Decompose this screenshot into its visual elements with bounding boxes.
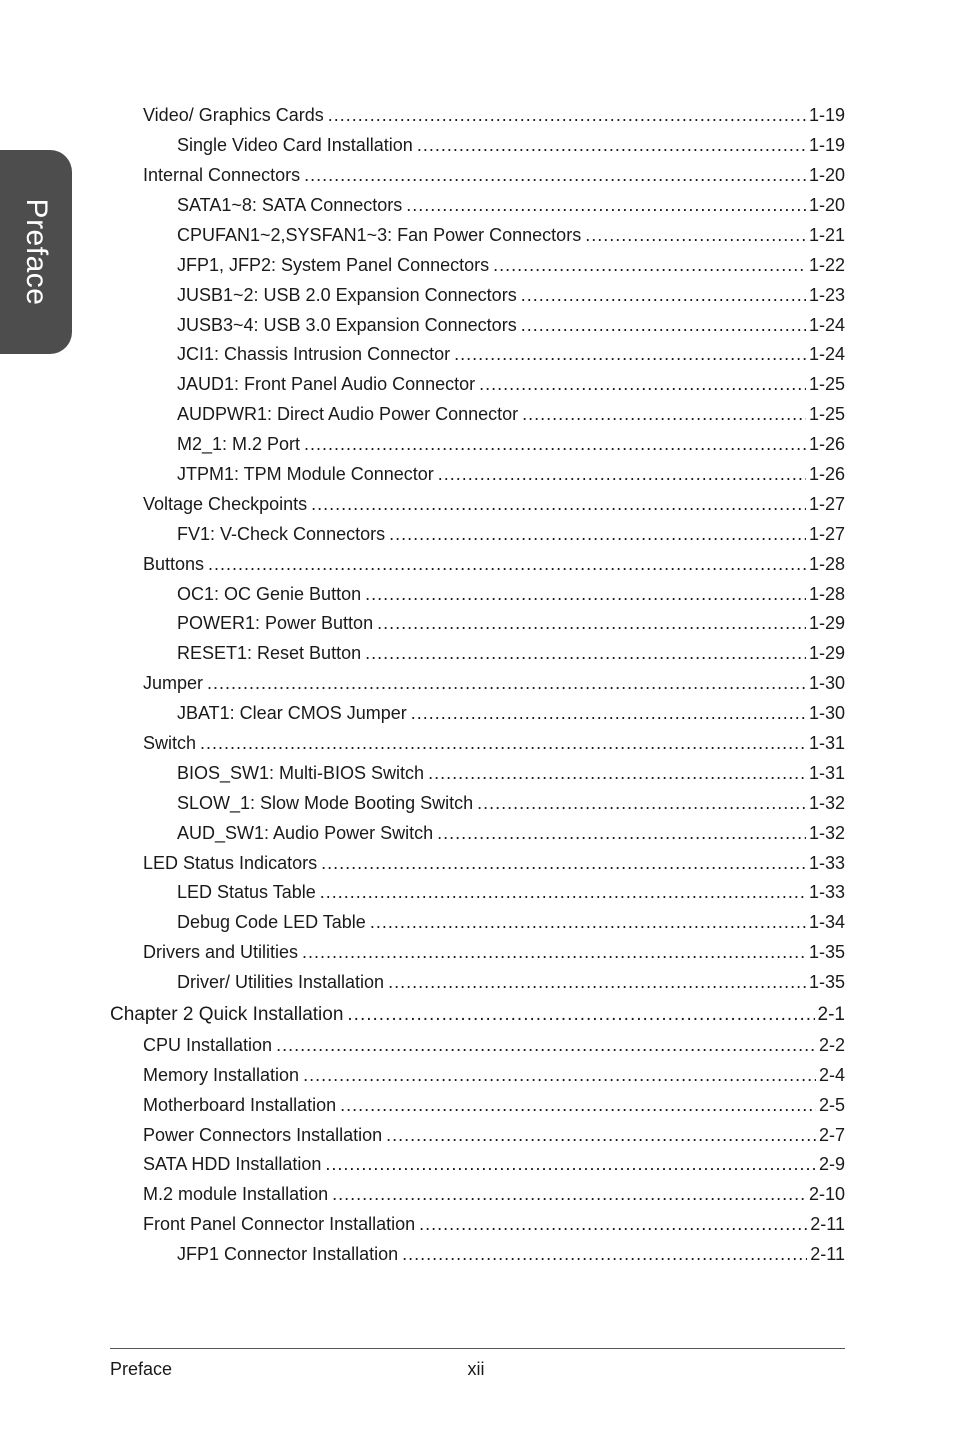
toc-entry[interactable] [177, 641, 845, 665]
toc-entry[interactable] [177, 283, 845, 307]
toc-entry[interactable] [143, 1033, 845, 1057]
toc-entry[interactable] [143, 163, 845, 187]
toc-entry[interactable] [143, 671, 845, 695]
toc-entry[interactable] [143, 940, 845, 964]
toc-entry-page: 2-4 [818, 1065, 845, 1085]
toc-entry[interactable] [143, 492, 845, 516]
toc-leader-dots [417, 133, 806, 157]
toc-leader-dots [304, 163, 806, 187]
toc-entry[interactable] [177, 970, 845, 994]
toc-leader-dots [521, 283, 806, 307]
toc-leader-dots [377, 611, 806, 635]
toc-entry-page: 1-19 [808, 135, 845, 155]
toc-leader-dots [521, 313, 806, 337]
side-tab-label: Preface [20, 198, 53, 306]
toc-entry-title: AUDPWR1: Direct Audio Power Connector [177, 404, 519, 424]
toc-leader-dots [328, 103, 806, 127]
toc-entry-title: Jumper [143, 673, 204, 693]
toc-leader-dots [437, 821, 806, 845]
toc-entry-title: Front Panel Connector Installation [143, 1214, 416, 1234]
toc-entry-page: 1-26 [808, 464, 845, 484]
toc-leader-dots [320, 880, 806, 904]
toc-leader-dots [522, 402, 806, 426]
toc-entry-title: M.2 module Installation [143, 1184, 329, 1204]
toc-leader-dots [208, 552, 806, 576]
toc-entry-title: Single Video Card Installation [177, 135, 413, 155]
toc-entry-page: 1-25 [808, 374, 845, 394]
toc-entry[interactable] [177, 462, 845, 486]
toc-entry-title: LED Status Indicators [143, 853, 318, 873]
toc-entry-title: Motherboard Installation [143, 1095, 337, 1115]
toc-entry-title: JFP1, JFP2: System Panel Connectors [177, 255, 490, 275]
toc-entry-title: POWER1: Power Button [177, 613, 374, 633]
toc-entry-page: 1-19 [808, 105, 845, 125]
toc-entry-title: JFP1 Connector Installation [177, 1244, 399, 1264]
footer-page-number: xii [467, 1359, 485, 1379]
toc-leader-dots [340, 1093, 816, 1117]
toc-entry-title: Switch [143, 733, 197, 753]
toc-entry[interactable] [177, 910, 845, 934]
toc-entry-title: Power Connectors Installation [143, 1125, 383, 1145]
toc-leader-dots [365, 582, 806, 606]
toc-entry-title: Drivers and Utilities [143, 942, 299, 962]
toc-entry-title: CPU Installation [143, 1035, 273, 1055]
toc-leader-dots [200, 731, 806, 755]
toc-entry-page: 1-31 [808, 763, 845, 783]
toc-leader-dots [302, 940, 806, 964]
toc-entry-page: 1-20 [808, 195, 845, 215]
toc-entry[interactable] [177, 342, 845, 366]
toc-entry[interactable] [177, 701, 845, 725]
footer-section-label: Preface [110, 1359, 173, 1379]
toc-entry-page: 1-33 [808, 882, 845, 902]
toc-entry-page: 1-27 [808, 524, 845, 544]
toc-leader-dots [311, 492, 806, 516]
toc-entry[interactable] [143, 851, 845, 875]
toc-entry-title: BIOS_SW1: Multi-BIOS Switch [177, 763, 425, 783]
toc-entry-page: 1-20 [808, 165, 845, 185]
toc-entry-page: 1-23 [808, 285, 845, 305]
toc-entry-title: Internal Connectors [143, 165, 301, 185]
toc-entry-page: 1-30 [808, 703, 845, 723]
toc-entry[interactable] [177, 432, 845, 456]
toc-chapter-entry[interactable] [110, 1003, 845, 1027]
toc-entry[interactable] [143, 1123, 845, 1147]
toc-entry[interactable] [177, 582, 845, 606]
toc-entry[interactable] [143, 1152, 845, 1176]
toc-entry-page: 1-32 [808, 793, 845, 813]
toc-leader-dots [438, 462, 806, 486]
toc-leader-dots [585, 223, 806, 247]
toc-entry-page: 1-28 [808, 584, 845, 604]
toc-entry[interactable] [177, 193, 845, 217]
toc-entry-title: Debug Code LED Table [177, 912, 366, 932]
toc-leader-dots [365, 641, 806, 665]
toc-leader-dots [493, 253, 806, 277]
toc-leader-dots [454, 342, 806, 366]
toc-leader-dots [304, 432, 806, 456]
toc-entry[interactable] [143, 1093, 845, 1117]
toc-leader-dots [386, 1123, 816, 1147]
toc-entry-title: Memory Installation [143, 1065, 300, 1085]
toc-entry-title: RESET1: Reset Button [177, 643, 362, 663]
toc-entry-page: 1-30 [808, 673, 845, 693]
toc-entry-page: 1-25 [808, 404, 845, 424]
toc-entry[interactable] [143, 1212, 845, 1236]
toc-leader-dots [276, 1033, 816, 1057]
toc-entry-title: CPUFAN1~2,SYSFAN1~3: Fan Power Connectors [177, 225, 582, 245]
toc-entry-title: JUSB3~4: USB 3.0 Expansion Connectors [177, 315, 517, 335]
toc-entry-title: Buttons [143, 554, 205, 574]
toc-entry-title: Voltage Checkpoints [143, 494, 308, 514]
toc-entry[interactable] [143, 552, 845, 576]
toc-leader-dots [370, 910, 806, 934]
toc-entry-title: JUSB1~2: USB 2.0 Expansion Connectors [177, 285, 517, 305]
toc-entry[interactable] [177, 253, 845, 277]
toc-entry-page: 1-34 [808, 912, 845, 932]
toc-leader-dots [388, 970, 806, 994]
toc-entry-page: 1-26 [808, 434, 845, 454]
toc-entry-page: 1-35 [808, 972, 845, 992]
toc-entry-page: 1-27 [808, 494, 845, 514]
toc-entry[interactable] [143, 1063, 845, 1087]
toc-entry-title: JBAT1: Clear CMOS Jumper [177, 703, 407, 723]
toc-entry-page: 2-5 [818, 1095, 845, 1115]
toc-entry-title: Video/ Graphics Cards [143, 105, 324, 125]
toc-leader-dots [428, 761, 806, 785]
footer-divider [110, 1348, 845, 1349]
toc-entry[interactable] [177, 761, 845, 785]
toc-entry-title: SATA HDD Installation [143, 1154, 322, 1174]
toc-entry-page: 1-24 [808, 315, 845, 335]
toc-leader-dots [321, 851, 806, 875]
toc-entry[interactable] [177, 791, 845, 815]
toc-entry-page: 1-33 [808, 853, 845, 873]
toc-leader-dots [477, 791, 806, 815]
toc-leader-dots [479, 372, 806, 396]
toc-entry[interactable] [143, 731, 845, 755]
toc-leader-dots [325, 1152, 816, 1176]
toc-leader-dots [419, 1212, 807, 1236]
toc-entry[interactable] [177, 611, 845, 635]
toc-entry[interactable] [177, 522, 845, 546]
toc-entry-page: 2-11 [810, 1244, 845, 1264]
toc-entry-page: 1-29 [808, 643, 845, 663]
toc-entry-title: FV1: V-Check Connectors [177, 524, 386, 544]
toc-entry[interactable] [177, 133, 845, 157]
toc-entry-title: LED Status Table [177, 882, 316, 902]
toc-entry-page: 1-31 [808, 733, 845, 753]
toc-entry-page: 2-10 [808, 1184, 845, 1204]
toc-entry[interactable] [177, 1242, 845, 1266]
toc-entry-title: JCI1: Chassis Intrusion Connector [177, 344, 451, 364]
toc-entry-page: 1-32 [808, 823, 845, 843]
toc-entry-title: Driver/ Utilities Installation [177, 972, 385, 992]
toc-entry-title: SLOW_1: Slow Mode Booting Switch [177, 793, 474, 813]
toc-entry-page: 2-2 [818, 1035, 845, 1055]
toc-entry-title: M2_1: M.2 Port [177, 434, 301, 454]
toc-entry-title: JAUD1: Front Panel Audio Connector [177, 374, 476, 394]
toc-entry[interactable] [177, 313, 845, 337]
toc-entry[interactable] [177, 821, 845, 845]
toc-entry-title: OC1: OC Genie Button [177, 584, 362, 604]
toc-leader-dots [347, 1003, 814, 1027]
toc-entry-title: JTPM1: TPM Module Connector [177, 464, 434, 484]
toc-entry-page: 2-1 [817, 1004, 845, 1025]
toc-leader-dots [389, 522, 806, 546]
toc-entry-page: 1-21 [808, 225, 845, 245]
toc-entry-page: 1-29 [808, 613, 845, 633]
section-side-tab [0, 150, 72, 354]
toc-leader-dots [303, 1063, 816, 1087]
toc-entry[interactable] [177, 223, 845, 247]
toc-entry[interactable] [143, 1182, 845, 1206]
toc-entry-page: 1-28 [808, 554, 845, 574]
toc-entry-title: SATA1~8: SATA Connectors [177, 195, 403, 215]
toc-entry-page: 2-9 [818, 1154, 845, 1174]
toc-entry-page: 1-24 [808, 344, 845, 364]
toc-entry-page: 2-11 [810, 1214, 845, 1234]
toc-entry[interactable] [177, 880, 845, 904]
toc-leader-dots [207, 671, 806, 695]
toc-entry[interactable] [177, 402, 845, 426]
toc-leader-dots [406, 193, 806, 217]
toc-entry-page: 2-7 [818, 1125, 845, 1145]
toc-entry-title: Chapter 2 Quick Installation [110, 1004, 344, 1025]
toc-entry[interactable] [143, 103, 845, 127]
toc-leader-dots [332, 1182, 806, 1206]
toc-entry-title: AUD_SW1: Audio Power Switch [177, 823, 434, 843]
toc-leader-dots [402, 1242, 807, 1266]
toc-entry-page: 1-22 [808, 255, 845, 275]
toc-entry[interactable] [177, 372, 845, 396]
toc-leader-dots [411, 701, 806, 725]
toc-entry-page: 1-35 [808, 942, 845, 962]
